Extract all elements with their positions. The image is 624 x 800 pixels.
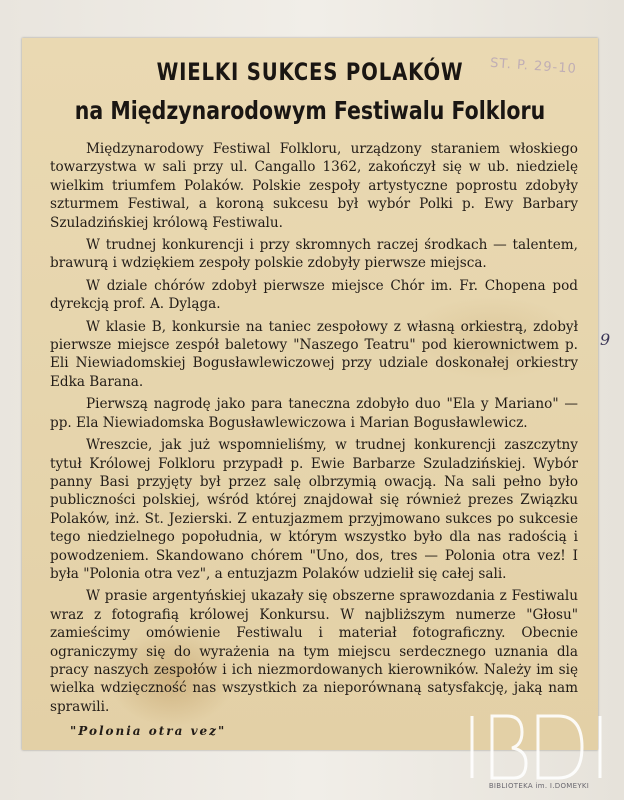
newspaper-clipping bbox=[22, 38, 598, 750]
paragraph: Międzynarodowy Festiwal Folkloru, urządzony staraniem włoskiego towarzystwa w sali przy ul. Cangallo 1362, zakończył się w ub. niedzielę wielkim triumfem Polaków. Polskie zespoły artystyczne poprostu zdobyły szturmem Festiwal, a koroną sukcesu był wybór Polki p. Ewy Barbary Szuladzińskiej królową Festiwalu. bbox=[50, 141, 578, 231]
headline-line-2: na Międzynarodowym Festiwalu Folkloru bbox=[74, 96, 546, 125]
margin-mark: 9 bbox=[600, 330, 611, 349]
paragraph: Pierwszą nagrodę jako para taneczna zdobyło duo "Ela y Mariano" — pp. Ela Niewiadomska Bogusławlewiczowa i Marian Bogusławlewicz. bbox=[50, 396, 578, 431]
paragraph: Wreszcie, jak już wspomnieliśmy, w trudnej konkurencji zaszczytny tytuł Królowej Folkloru przypadł p. Ewie Barbarze Szuladzińskiej. Wybór panny Basi przyjęty był przez salę olbrzymią owacją. Na sali pełno było publiczności polskiej, wśród której znajdował się również prezes Związku Polaków, inż. St. Jezierski. Z entuzjazmem przyjmowano sukces po sukcesie tego niedzielnego popołudnia, w którym wszystko było dla nas radością i powodzeniem. Skandowano chórem "Uno, dos, tres — Polonia otra vez! I była "Polonia otra vez", a entuzjazm Polaków udzielił się całej sali. bbox=[50, 437, 578, 582]
paragraph: W trudnej konkurencji i przy skromnych raczej środkach — talentem, brawurą i wdziękiem zespoły polskie zdobyły pierwsze miejsca. bbox=[50, 237, 578, 272]
paragraph: W dziale chórów zdobył pierwsze miejsce Chór im. Fr. Chopena pod dyrekcją prof. A. Dyląga. bbox=[50, 277, 578, 313]
paragraph: W prasie argentyńskiej ukazały się obszerne sprawozdania z Festiwalu wraz z fotografią królowej Konkursu. W najbliższym numerze "Głosu" zamieścimy omówienie Festiwalu i materiał fotograficzny. Obecnie ograniczymy się do wyrażenia na tym miejscu serdecznego uznania dla pracy naszych zespołów i ich niezmordowanych kierowników. Należy im się wielka wdzięczność nas wszystkich za nieporównaną satysfakcję, jaką nam sprawili. bbox=[50, 588, 578, 715]
article-signature: "Polonia otra vez" bbox=[70, 724, 227, 739]
article-body bbox=[50, 140, 578, 745]
archive-stamp: ST. P. 29-10 bbox=[489, 55, 578, 77]
headline-line-1: WIELKI SUKCES POLAKÓW bbox=[156, 58, 464, 86]
paragraph: W klasie B, konkursie na taniec zespołowy z własną orkiestrą, zdobył pierwsze miejsce zespół baletowy "Naszego Teatru" pod kierownictwem p. Eli Niewiadomskiej Bogusławlewiczowej przy udziale doskonałej orkiestry Edka Barana. bbox=[50, 318, 578, 390]
library-caption: BIBLIOTEKA im. I.DOMEYKI bbox=[488, 782, 590, 790]
